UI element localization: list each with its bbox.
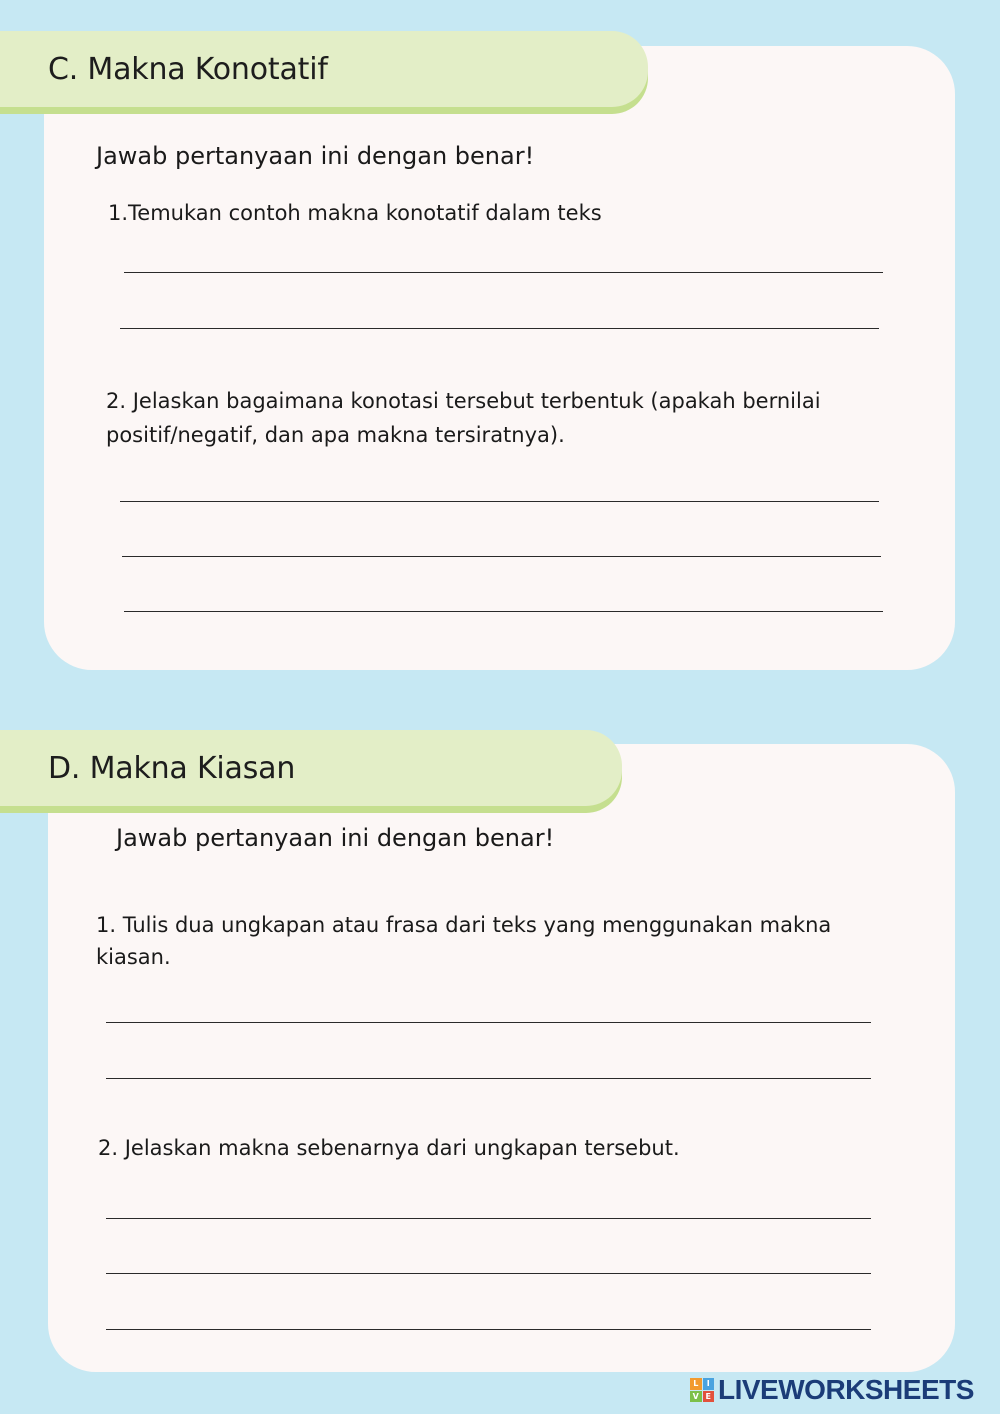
answer-line-d2-1[interactable] bbox=[106, 1218, 871, 1219]
liveworksheets-brand bbox=[690, 1372, 974, 1408]
section-d-instruction: Jawab pertanyaan ini dengan benar! bbox=[116, 824, 555, 852]
liveworksheets-logo-icon: L I V E bbox=[690, 1378, 714, 1402]
answer-line-d2-2[interactable] bbox=[106, 1273, 871, 1274]
answer-line-c1-2[interactable] bbox=[120, 328, 879, 329]
section-d-question-1-line-1: 1. Tulis dua ungkapan atau frasa dari teks yang menggunakan makna bbox=[96, 913, 832, 937]
section-c-instruction: Jawab pertanyaan ini dengan benar! bbox=[96, 142, 535, 170]
answer-line-c2-3[interactable] bbox=[124, 611, 883, 612]
answer-line-c2-2[interactable] bbox=[122, 556, 881, 557]
section-c-title: C. Makna Konotatif bbox=[0, 31, 648, 107]
answer-line-d1-1[interactable] bbox=[106, 1022, 871, 1023]
answer-line-c1-1[interactable] bbox=[124, 272, 883, 273]
section-d-title: D. Makna Kiasan bbox=[0, 730, 622, 806]
answer-line-d2-3[interactable] bbox=[106, 1329, 871, 1330]
section-d-question-2: 2. Jelaskan makna sebenarnya dari ungkapan tersebut. bbox=[98, 1136, 680, 1160]
section-c-question-2-line-1: 2. Jelaskan bagaimana konotasi tersebut terbentuk (apakah bernilai bbox=[106, 389, 821, 413]
answer-line-c2-1[interactable] bbox=[120, 501, 879, 502]
section-d-question-1-line-2: kiasan. bbox=[96, 945, 171, 969]
answer-line-d1-2[interactable] bbox=[106, 1078, 871, 1079]
liveworksheets-wordmark: LIVEWORKSHEETS bbox=[718, 1374, 974, 1405]
section-c-question-1: 1.Temukan contoh makna konotatif dalam teks bbox=[108, 201, 602, 225]
section-c-question-2-line-2: positif/negatif, dan apa makna tersiratnya). bbox=[106, 423, 565, 447]
